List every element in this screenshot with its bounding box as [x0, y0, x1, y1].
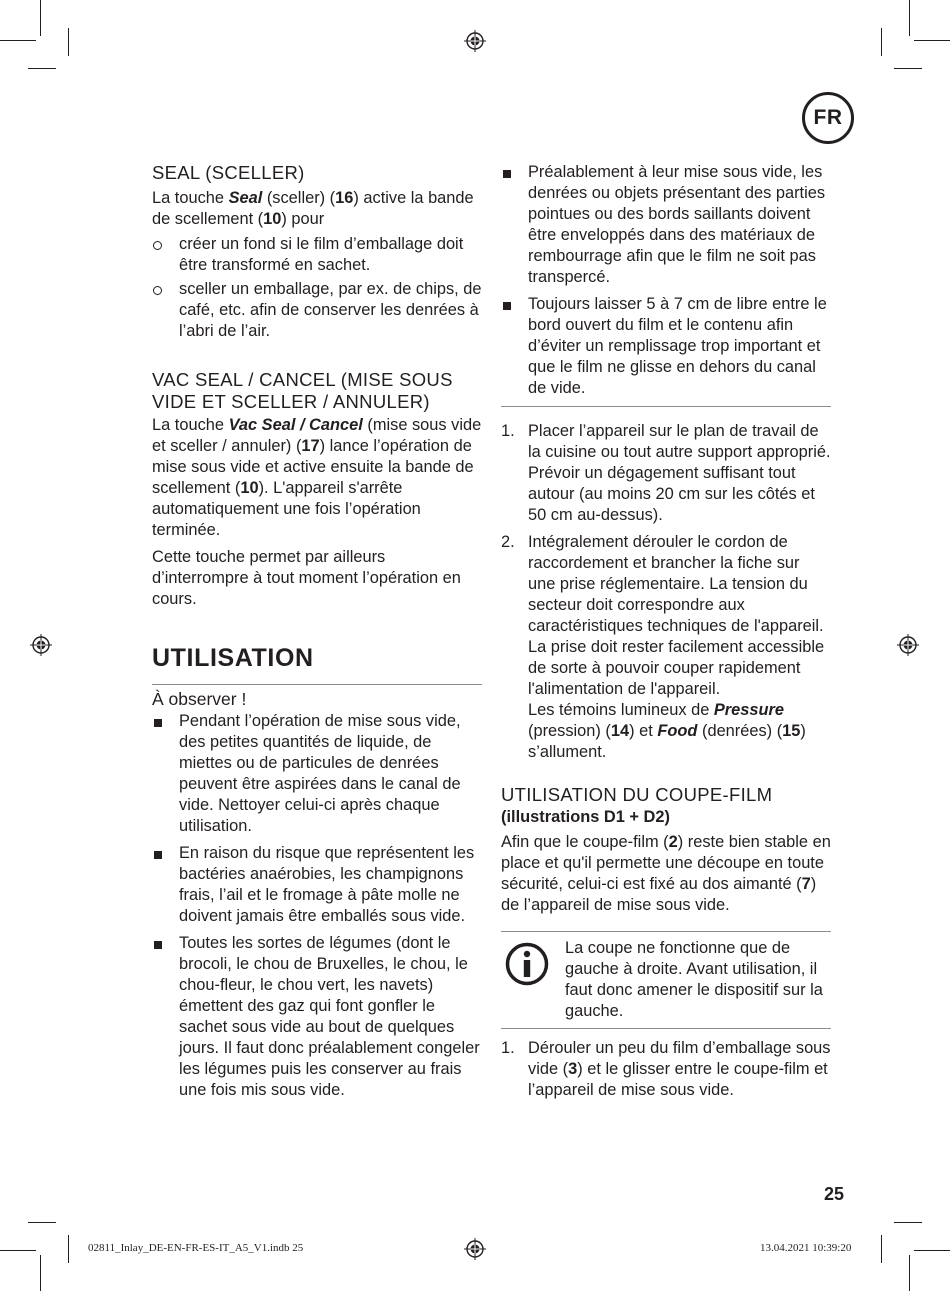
- text-run: ) et le glisser entre le coupe-film et l’appareil de mise sous vide.: [528, 1060, 828, 1099]
- seal-list: [152, 234, 482, 342]
- list-item: sceller un emballage, par ex. de chips, de café, etc. afin de conserver les denrées à l’abri de l’air.: [152, 279, 482, 342]
- footer-timestamp: 13.04.2021 10:39:20: [760, 1242, 852, 1254]
- text-run: (mise sous vide et sceller / annuler) (: [152, 416, 482, 455]
- divider: [152, 684, 482, 685]
- page-number: 25: [824, 1184, 845, 1204]
- part-number: 14: [610, 722, 630, 740]
- step-text: Placer l’appareil sur le plan de travail de la cuisine ou tout autre support approprié. Prévoir un dégagement suffisant tout autour (au moins 20 cm sur les côtés et 50 cm au-dessus).: [528, 422, 831, 524]
- info-icon: [505, 942, 549, 986]
- step-text: Intégralement dérouler le cordon de raccordement et brancher la fiche sur une prise réglementaire. La tension du secteur doit correspondre aux caractéristiques techniques de l'appareil.: [528, 533, 824, 635]
- part-number: 15: [782, 722, 801, 740]
- part-number: 2: [668, 833, 678, 851]
- footer-file-name: 02811_Inlay_DE-EN-FR-ES-IT_A5_V1.indb 25: [88, 1242, 304, 1254]
- left-column: [152, 162, 482, 1101]
- vac-seal-heading: [152, 369, 482, 413]
- crop-mark: [0, 1250, 36, 1251]
- coupe-film-subheading: (illustrations D1 + D2): [501, 808, 670, 826]
- crop-mark: [40, 1255, 41, 1291]
- key-name: Vac Seal / Cancel: [228, 416, 363, 434]
- language-badge: FR: [802, 92, 854, 144]
- list-item: Toujours laisser 5 à 7 cm de libre entre le bord ouvert du film et le contenu afin d’éviter un remplissage trop important et que le film ne glisse en dehors du canal de vide.: [501, 294, 831, 399]
- text-run: ) s’allument.: [528, 722, 806, 761]
- seal-section: [152, 162, 482, 342]
- list-item: En raison du risque que représentent les bactéries anaérobies, les champignons frais, l’ail et le fromage à pâte molle ne doivent jamais être emballés sous vide.: [152, 843, 482, 927]
- observe-list: [152, 711, 482, 1101]
- crop-mark: [68, 1235, 69, 1263]
- text-run: ) lance l’opération de mise sous vide et active ensuite la bande de scellement (: [152, 437, 474, 497]
- step-number: 1.: [501, 422, 515, 440]
- text-run: ) et: [629, 722, 658, 740]
- crop-mark: [881, 28, 882, 56]
- registration-mark-icon: [30, 634, 52, 656]
- key-name: Seal: [228, 189, 263, 207]
- crop-mark: [0, 40, 36, 41]
- part-number: 16: [335, 189, 354, 207]
- text-run: ) active la bande de scellement (: [152, 189, 474, 228]
- crop-mark: [914, 1250, 950, 1251]
- seal-paragraph: [152, 188, 482, 230]
- step-number: 2.: [501, 533, 515, 551]
- text-run: La touche: [152, 416, 229, 434]
- vac-seal-paragraph: [152, 415, 482, 541]
- observe-heading: À observer !: [152, 689, 247, 709]
- setup-steps: [501, 421, 831, 763]
- list-item: Pendant l’opération de mise sous vide, des petites quantités de liquide, de miettes ou de particules de denrées peuvent être aspirées dans le canal de vide. Nettoyer celui-ci après chaque utilisation.: [152, 711, 482, 837]
- part-number: 7: [801, 875, 811, 893]
- step-number: 1.: [501, 1039, 515, 1057]
- divider: [501, 931, 831, 932]
- coupe-film-heading: UTILISATION DU COUPE-FILM: [501, 784, 773, 805]
- crop-mark: [909, 0, 910, 36]
- registration-mark-icon: [464, 1238, 486, 1260]
- crop-mark: [894, 1222, 922, 1223]
- info-note: [501, 938, 831, 1022]
- registration-mark-icon: [464, 30, 486, 52]
- text-run: Les témoins lumineux de: [528, 701, 714, 719]
- divider: [501, 406, 831, 407]
- heading-line: VAC SEAL / CANCEL (MISE SOUS: [152, 369, 453, 390]
- heading-line: VIDE ET SCELLER / ANNULER): [152, 391, 430, 412]
- crop-mark: [28, 1222, 56, 1223]
- step-item: [501, 532, 831, 763]
- text-run: Afin que le coupe-film (: [501, 833, 669, 851]
- text-run: (pression) (: [528, 722, 611, 740]
- crop-mark: [68, 28, 69, 56]
- right-column: [501, 162, 831, 1101]
- coupe-film-section: [501, 784, 831, 1101]
- utilisation-section: [152, 643, 482, 1101]
- text-run: ) de l’appareil de mise sous vide.: [501, 875, 817, 914]
- vac-seal-section: [152, 369, 482, 610]
- step-text: La prise doit rester facilement accessible de sorte à pouvoir couper rapidement l'alimentation de l'appareil.: [528, 638, 825, 698]
- crop-mark: [40, 0, 41, 36]
- text-run: ). L'appareil s'arrête automatiquement une fois l’opération terminée.: [152, 479, 421, 539]
- utilisation-heading: UTILISATION: [152, 644, 314, 672]
- indicator-name: Pressure: [713, 701, 785, 719]
- crop-mark: [909, 1255, 910, 1291]
- text-run: Dérouler un peu du film d’emballage sous vide (: [528, 1039, 831, 1078]
- vac-seal-paragraph-2: Cette touche permet par ailleurs d’interrompre à tout moment l’opération en cours.: [152, 548, 461, 608]
- list-item: Toutes les sortes de légumes (dont le brocoli, le chou de Bruxelles, le chou, le chou-fleur, le chou vert, les navets) émettent des gaz qui font gonfler le sachet sous vide au bout de quelques jours. Il faut donc préalablement congeler les légumes puis les conserver au frais une fois mis sous vide.: [152, 933, 482, 1101]
- text-run: ) reste bien stable en place et qu'il permette une découpe en toute sécurité, celui-ci est fixé au dos aimanté (: [501, 833, 831, 893]
- coupe-film-steps: [501, 1038, 831, 1101]
- text-run: La touche: [152, 189, 229, 207]
- list-item: créer un fond si le film d’emballage doit être transformé en sachet.: [152, 234, 482, 276]
- crop-mark: [28, 68, 56, 69]
- list-item: Préalablement à leur mise sous vide, les denrées ou objets présentant des parties pointues ou des bords saillants doivent être enveloppés dans des matériaux de rembourrage afin que le film ne soit pas transpercé.: [501, 162, 831, 288]
- text-run: (sceller) (: [262, 189, 336, 207]
- seal-heading: SEAL (SCELLER): [152, 162, 305, 183]
- crop-mark: [894, 68, 922, 69]
- precaution-list: [501, 162, 831, 399]
- text-run: (denrées) (: [697, 722, 783, 740]
- step-item: [501, 1038, 831, 1101]
- crop-mark: [881, 1235, 882, 1263]
- text-run: ) pour: [281, 210, 325, 228]
- divider: [501, 1028, 831, 1029]
- part-number: 3: [568, 1060, 578, 1078]
- step-item: [501, 421, 831, 526]
- part-number: 10: [240, 479, 259, 497]
- part-number: 10: [263, 210, 282, 228]
- part-number: 17: [301, 437, 320, 455]
- crop-mark: [914, 40, 950, 41]
- indicator-name: Food: [657, 722, 698, 740]
- registration-mark-icon: [897, 634, 919, 656]
- coupe-film-paragraph: [501, 832, 831, 916]
- info-text: La coupe ne fonctionne que de gauche à droite. Avant utilisation, il faut donc amener le dispositif sur la gauche.: [565, 939, 823, 1020]
